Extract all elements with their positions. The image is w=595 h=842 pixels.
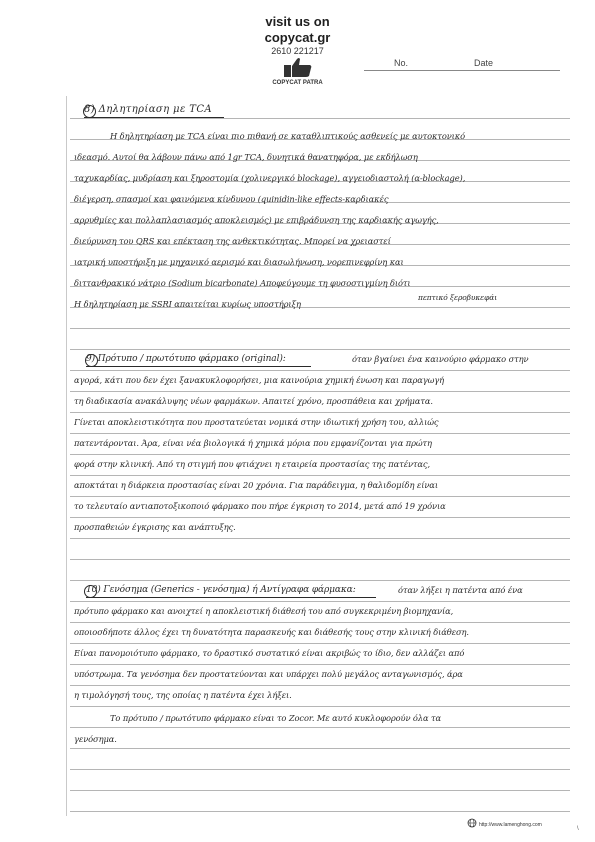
header-line (364, 70, 560, 71)
section-10-line: η τιμολόγησή τους, της οποίας η πατέντα έχει λήξει. (74, 690, 292, 700)
logo-label: COPYCAT PATRA (272, 80, 323, 86)
ruled-line (70, 622, 570, 623)
ruled-line (70, 370, 570, 371)
ruled-line (70, 349, 570, 350)
ruled-line (70, 790, 570, 791)
section-10-line: υπόστρωμα. Τα γενόσημα δεν προστατεύονται και υπάρχει πολύ μεγάλος ανταγωνισμός, άρα (74, 669, 463, 679)
ruled-line (70, 748, 570, 749)
header-visit-text: visit us on (265, 14, 330, 29)
ruled-line (70, 643, 570, 644)
section-9-line: πατεντάρονται. Άρα, είναι νέα βιολογικά ή χημικά μόρια που εμφανίζονται για πρώτη (74, 438, 432, 448)
ruled-line (70, 412, 570, 413)
section-8-line: Η δηλητηρίαση με SSRI απαιτείται κυρίως υποστήριξη (74, 299, 301, 309)
ruled-line (70, 811, 570, 812)
section-9-title-rest: όταν βγαίνει ένα καινούριο φάρμακο στην (352, 354, 529, 364)
ruled-line (70, 454, 570, 455)
section-8-line: ταχυκαρδίας, μυδρίαση και ξηροστομία (χολινεργικό blockage), αγγειοδιαστολή (α-blockage), (74, 173, 466, 183)
ruled-line (70, 664, 570, 665)
ruled-line (70, 118, 570, 119)
thumbs-up-logo-icon (283, 56, 313, 78)
section-10-line: γενόσημα. (74, 734, 117, 744)
ruled-line (70, 391, 570, 392)
section-8-line: διεύρυνση του QRS και επέκταση της ανθεκτικότητας. Μπορεί να χρειαστεί (74, 236, 391, 246)
section-8-aside-note: πεπτικό ξεροβυκεφάι (418, 293, 498, 302)
section-9-line: Γίνεται αποκλειστικότητα που προστατεύεται νομικά στην ιδιωτική χρήση του, αλλιώς (74, 417, 439, 427)
section-9-line: το τελευταίο αντιαποτοξικοποιό φάρμακο που πήρε έγκριση το 2014, μετά από 19 χρόνια (74, 501, 446, 511)
section-10-title: 10) Γενόσημα (Generics - γενόσημα) ή Αντίγραφα φάρμακα: (86, 585, 356, 595)
margin-line (66, 96, 67, 816)
ruled-line (70, 727, 570, 728)
page-header (0, 0, 595, 100)
no-label: No. (394, 58, 409, 68)
ruled-line (70, 328, 570, 329)
header-site-text: copycat.gr (264, 30, 331, 45)
ruled-line (70, 685, 570, 686)
ruled-line (70, 517, 570, 518)
header-phone-text: 2610 221217 (271, 46, 324, 56)
section-10-title-underline (86, 597, 376, 598)
ruled-line (70, 433, 570, 434)
section-8-line: διέγερση, σπασμοί και φαινόμενα κίνδυνου (quinidin-like effects-καρδιακές (74, 194, 389, 204)
ruled-line (70, 559, 570, 560)
section-8-title-underline (84, 117, 224, 118)
ruled-line (70, 769, 570, 770)
section-9-line: αποκτάται η διάρκεια προστασίας είναι 20 χρόνια. Για παράδειγμα, η θαλιδομίδη είναι (74, 480, 438, 490)
ruled-line (70, 475, 570, 476)
section-10-line: Το πρότυπο / πρωτότυπο φάρμακο είναι το Zocor. Με αυτό κυκλοφορούν όλα τα (110, 713, 442, 723)
footer-url: http://www.lamenghong.com (479, 822, 542, 828)
ruled-line (70, 601, 570, 602)
date-label: Date (474, 58, 494, 68)
section-8-line: ιδεασμό. Αυτοί θα λάβουν πάνω από 1gr TCA, δυνητικά θανατηφόρα, με εκδήλωση (74, 152, 418, 162)
section-9-line: προσπαθειών έγκρισης και ανάπτυξης. (74, 522, 236, 532)
section-9-line: τη διαδικασία ανακάλυψης νέων φαρμάκων. Απαιτεί χρόνο, προσπάθεια και χρήματα. (74, 396, 433, 406)
section-8-line: αρρυθμίες και πολλαπλασιασμός αποκλεισμός) με επιβράδυνση της καρδιακής αγωγής, (74, 215, 439, 225)
section-10-line: πρότυπο φάρμακο και ανοιχτεί η αποκλειστική διάθεσή του από συγκεκριμένη βιομηχανία, (74, 606, 454, 616)
section-9-line: αγορά, κάτι που δεν έχει ξανακυκλοφορήσει, μια καινούρια χημική ένωση και παραγωγή (74, 375, 444, 385)
ruled-line (70, 706, 570, 707)
section-8-line: ιατρική υποστήριξη με μηχανικό αερισμό και διασωλήνωση, νορεπινεφρίνη και (74, 257, 404, 267)
ruled-line (70, 496, 570, 497)
section-10-line: οποιοσδήποτε άλλος έχει τη δυνατότητα παρασκευής και διάθεσής τους στην κλινική διάθεση. (74, 627, 469, 637)
section-10-title-rest: όταν λήξει η πατέντα από ένα (398, 585, 523, 595)
section-9-title: 9) Πρότυπο / πρωτότυπο φάρμακο (original): (86, 354, 286, 364)
section-8-line: Η δηλητηρίαση με TCA είναι πιο πιθανή σε καταθλιπτικούς ασθενείς με αυτοκτονικό (110, 131, 466, 141)
ruled-line (70, 580, 570, 581)
section-8-title: 8) Δηλητηρίαση με TCA (84, 104, 213, 115)
section-10-line: Είναι πανομοιότυπο φάρμακο, το δραστικό συστατικό είναι ακριβώς το ίδιο, δεν αλλάζει από (74, 648, 465, 658)
section-8-line: διττανθρακικό νάτριο (Sodium bicarbonate) Αποφεύγουμε τη φυσοστιγμίνη διότι (74, 278, 411, 288)
section-9-line: φορά στην κλινική. Από τη στιγμή που φτιάχνει η εταιρεία προστασίας της πατέντας, (74, 459, 430, 469)
ruled-line (70, 538, 570, 539)
section-9-title-underline (86, 366, 311, 367)
page-mark: \ (577, 826, 579, 832)
globe-icon (467, 818, 477, 828)
